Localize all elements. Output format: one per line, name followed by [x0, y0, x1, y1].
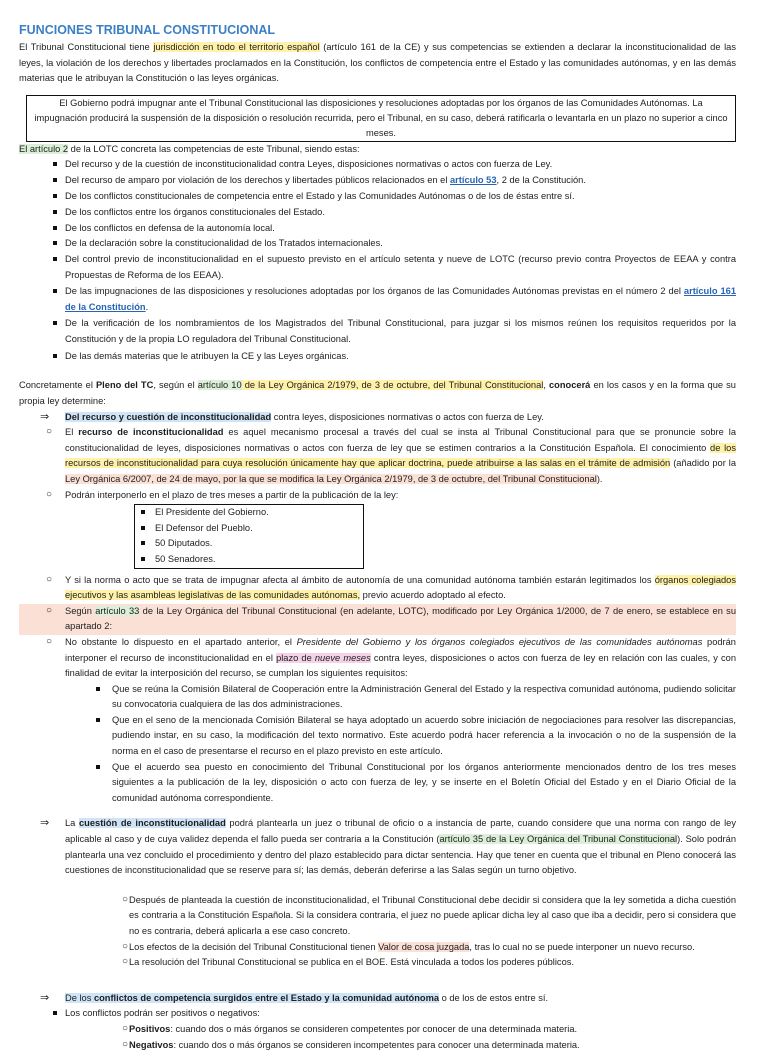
link-articulo-161[interactable]: artículo 161 de la Constitución — [65, 286, 736, 312]
highlight-recursos-salas: de los recursos de inconstitucionalidad para cuya resolución únicamente hay que aplicar doctrina, puede atribuirse a las salas en el trámite de admisión — [65, 442, 736, 469]
circle-item-plazo: ○ Podrán interponerlo en el plazo de tres meses a partir de la publicación de la ley: — [19, 488, 736, 504]
requisitos-list — [19, 682, 736, 807]
circle-item-boe: ○ La resolución del Tribunal Constitucional se publica en el BOE. Está vinculada a todos los poderes públicos. — [19, 955, 736, 971]
list-item: De las impugnaciones de las disposiciones y resoluciones adoptadas por los órganos de las Comunidades Autónomas previstas en el número 2 del artículo 161 de la Constitución. — [65, 284, 736, 315]
highlight-conflictos-competencia: conflictos de competencia surgidos entre el Estado y la comunidad autónoma — [93, 992, 440, 1003]
circle-bullet-icon: ○ — [122, 1023, 129, 1035]
circle-item-recurso-definicion: ○ El recurso de inconstitucionalidad es aquel mecanismo procesal a través del cual se insta al Tribunal Constitucional para que se pronuncie sobre la constitucionalidad de leyes, disposiciones normativas o actos con fuerza de ley que se estimen contrarios a la Constitución Española. El conocimiento de los recursos de inconstitucionalidad para cuya resolución únicamente hay que aplicar doctrina, puede atribuirse a las salas en el trámite de admisión (añadido por la Ley Orgánica 6/2007, de 24 de mayo, por la que se modifica la Ley Orgánica 2/1979, de 3 de octubre, del Tribunal Constitucional). — [46, 426, 736, 484]
list-item: Que el acuerdo sea puesto en conocimiento del Tribunal Constitucional por los órganos anteriormente mencionados dentro de los tres meses siguientes a la publicación de la ley, disposición o acto con fuerza de ley, y se inserte en el Boletín Oficial del Estado y en el Diario Oficial de la comunidad autónoma correspondiente. — [112, 760, 736, 807]
list-item: De las demás materias que le atribuyen la CE y las Leyes orgánicas. — [65, 349, 736, 365]
highlight-ley-6-2007: Ley Orgánica 6/2007, de 24 de mayo, por la que se modifica la Ley Orgánica 2/1979, de 3 de octubre, del Tribunal Constitucional — [65, 473, 597, 484]
list-item: De los conflictos constitucionales de competencia entre el Estado y las Comunidades Autónomas o de los de éstas entre sí. — [65, 189, 736, 205]
arrow-item-conflictos: ⇒ De los conflictos de competencia surgidos entre el Estado y la comunidad autónoma o de los de estos entre sí. — [19, 991, 736, 1007]
circle-item-efectos: ○ Los efectos de la decisión del Tribunal Constitucional tienen Valor de cosa juzgada, tras lo cual no se puede interponer un nuevo recurso. — [19, 940, 736, 956]
circle-bullet-icon: ○ — [46, 573, 53, 585]
circle-bullet-icon: ○ — [46, 604, 53, 616]
highlight-jurisdiccion: jurisdicción en todo el territorio español — [153, 42, 320, 52]
impugnacion-box: El Gobierno podrá impugnar ante el Tribunal Constitucional las disposiciones y resoluciones adoptadas por los órganos de las Comunidades Autónomas. La impugnación producirá la suspensión de la disposición o resolución recurrida, pero el Tribunal, en su caso, deberá ratificarla o levantarla en un plazo no superior a cinco meses. — [26, 95, 736, 142]
arrow-icon: ⇒ — [40, 410, 50, 423]
highlight-recurso-cuestion: Del recurso y cuestión de inconstitucionalidad — [65, 411, 272, 422]
highlight-organos-colegiados: órganos colegiados ejecutivos y las asambleas legislativas de las comunidades autónomas, — [65, 574, 736, 601]
circle-bullet-icon: ○ — [122, 940, 129, 952]
highlight-de-los: De los — [65, 992, 94, 1003]
list-item: Los conflictos podrán ser positivos o negativos: — [65, 1006, 736, 1022]
highlight-ley-2-1979: de la Ley Orgánica 2/1979, de 3 de octubre, del Tribunal Constitucional — [241, 380, 544, 391]
circle-item-positivos: ○ Positivos: cuando dos o más órganos se consideren competentes por conocer de una determinada materia. — [19, 1022, 736, 1038]
list-item: De la verificación de los nombramientos de los Magistrados del Tribunal Constitucional, para juzgar si los mismos reúnen los requisitos requeridos por la Constitución y de la propia LO reguladora del Tribunal Constitucional. — [65, 316, 736, 347]
list-item: De los conflictos en defensa de la autonomía local. — [65, 221, 736, 237]
highlight-articulo-10: artículo 10 — [197, 380, 242, 391]
list-item: De los conflictos entre los órganos constitucionales del Estado. — [65, 205, 736, 221]
circle-item-art33: ○ Según artículo 33 de la Ley Orgánica del Tribunal Constitucional (en adelante, LOTC), modificado por Ley Orgánica 1/2000, de 7 de enero, se establece en su apartado 2: — [19, 604, 736, 635]
circle-bullet-icon: ○ — [122, 1038, 129, 1050]
arrow-icon: ⇒ — [40, 991, 50, 1004]
legitimados-box — [134, 504, 364, 568]
competencias-list — [19, 157, 736, 364]
circle-bullet-icon: ○ — [122, 956, 129, 968]
highlight-articulo-2: El artículo 2 — [19, 143, 69, 154]
circle-item-autonomia: ○ Y si la norma o acto que se trata de impugnar afecta al ámbito de autonomía de una comunidad autónoma también estarán legitimados los órganos colegiados ejecutivos y las asambleas legislativas de las comunidades autónomas, previo acuerdo adoptado al efecto. — [46, 573, 736, 601]
circle-bullet-icon: ○ — [46, 426, 53, 438]
art2-paragraph: El artículo 2 de la LOTC concreta las competencias de este Tribunal, siendo estas: — [19, 143, 360, 154]
list-item: Del recurso de amparo por violación de los derechos y libertades públicos relacionados en el artículo 53, 2 de la Constitución. — [65, 173, 736, 189]
page-title: FUNCIONES TRIBUNAL CONSTITUCIONAL — [19, 23, 276, 37]
list-item: Del control previo de inconstitucionalidad en el supuesto previsto en el artículo setenta y nueve de LOTC (recurso previo contra Proyectos de EEAA y contra Propuestas de Reforma de los EEAA). — [65, 252, 736, 283]
conflictos-list — [19, 1006, 736, 1022]
list-item: Del recurso y de la cuestión de inconstitucionalidad contra Leyes, disposiciones normativas o actos con fuerza de Ley. — [65, 157, 736, 173]
highlight-plazo-nueve-meses: plazo de nueve meses — [276, 652, 371, 663]
arrow-item-recurso: ⇒ Del recurso y cuestión de inconstitucionalidad contra leyes, disposiciones normativas o actos con fuerza de Ley. — [19, 410, 736, 426]
list-item: De la declaración sobre la constitucionalidad de los Tratados internacionales. — [65, 236, 736, 252]
circle-bullet-icon: ○ — [122, 893, 129, 905]
list-item: Que se reúna la Comisión Bilateral de Cooperación entre la Administración General del Estado y la respectiva comunidad autónoma, pudiendo solicitar su convocatoria cualquiera de las dos administraciones. — [112, 682, 736, 713]
list-item: 50 Diputados. — [155, 536, 363, 552]
arrow-item-cuestion: ⇒ La cuestión de inconstitucionalidad podrá plantearla un juez o tribunal de oficio o a instancia de parte, cuando considere que una norma con rango de ley aplicable al caso y de cuya validez dependa el fallo pueda ser contraria a la Constitución (artículo 35 de la Ley Orgánica del Tribunal Constitucional). Solo podrán plantearla una vez concluido el procedimiento y dentro del plazo establecido para dictar sentencia. Hay que tener en cuenta que el tribunal en Pleno conocerá las cuestiones de inconstitucionalidad que se reserve para sí; las demás, deberán deferirse a las Salas según un turno objetivo. — [40, 817, 736, 876]
circle-item-negativos: ○ Negativos: cuando dos o más órganos se consideren incompetentes para conocer una determinada materia. — [19, 1038, 736, 1053]
circle-item-no-obstante: ○ No obstante lo dispuesto en el apartado anterior, el Presidente del Gobierno y los órganos colegiados ejecutivos de las comunidades autónomas podrán interponer el recurso de inconstitucionalidad en el plazo de nueve meses contra leyes, disposiciones o actos con fuerza de ley en relación con las cuales, y con finalidad de evitar la interposición del recurso, se cumplan los siguientes requisitos: — [46, 635, 737, 679]
intro-paragraph: El Tribunal Constitucional tiene jurisdicción en todo el territorio español (artículo 161 de la CE) y sus competencias se extienden a declarar la inconstitucionalidad de las leyes, la violación de los derechos y libertades proclamados en la Constitución, los conflictos de competencia entre el Estado y las comunidades autónomas, y en las demás materias que le atribuyan la Constitución o las leyes orgánicas. — [19, 42, 737, 84]
highlight-cuestion: cuestión de inconstitucionalidad — [79, 818, 226, 829]
list-item: El Defensor del Pueblo. — [155, 521, 363, 537]
list-item: 50 Senadores. — [155, 552, 363, 568]
highlight-articulo-33: artículo 33 — [95, 605, 140, 616]
circle-bullet-icon: ○ — [46, 635, 53, 647]
circle-item-despues: ○ Después de planteada la cuestión de inconstitucionalidad, el Tribunal Constitucional debe decidir si considera que la ley sometida a dicha cuestión es contraria a la Constitución Española. Si la considera contraria, el juez no puede aplicar dicha ley al caso que iba a decidir, pero si considera que no es contraria, deberá aplicarla a ese caso concreto. — [122, 893, 736, 936]
list-item: El Presidente del Gobierno. — [155, 505, 363, 521]
pleno-paragraph: Concretamente el Pleno del TC, según el artículo 10 de la Ley Orgánica 2/1979, de 3 de octubre, del Tribunal Constitucional, conocerá en los casos y en la forma que su propia ley determine: — [19, 380, 736, 406]
arrow-icon: ⇒ — [40, 817, 50, 830]
circle-bullet-icon: ○ — [46, 488, 53, 500]
link-articulo-53[interactable]: artículo 53 — [450, 175, 497, 186]
list-item: Que en el seno de la mencionada Comisión Bilateral se haya adoptado un acuerdo sobre iniciación de negociaciones para resolver las discrepancias, pudiendo instar, en su caso, la modificación del texto normativo. Este acuerdo podrá hacer referencia a la invocación o no de la suspensión de la norma en el caso de presentarse el recurso en el plazo previsto en este artículo. — [112, 713, 736, 760]
highlight-cosa-juzgada: Valor de cosa juzgada — [378, 941, 470, 952]
highlight-articulo-35: artículo 35 de la Ley Orgánica del Tribunal Constitucional — [439, 834, 678, 845]
